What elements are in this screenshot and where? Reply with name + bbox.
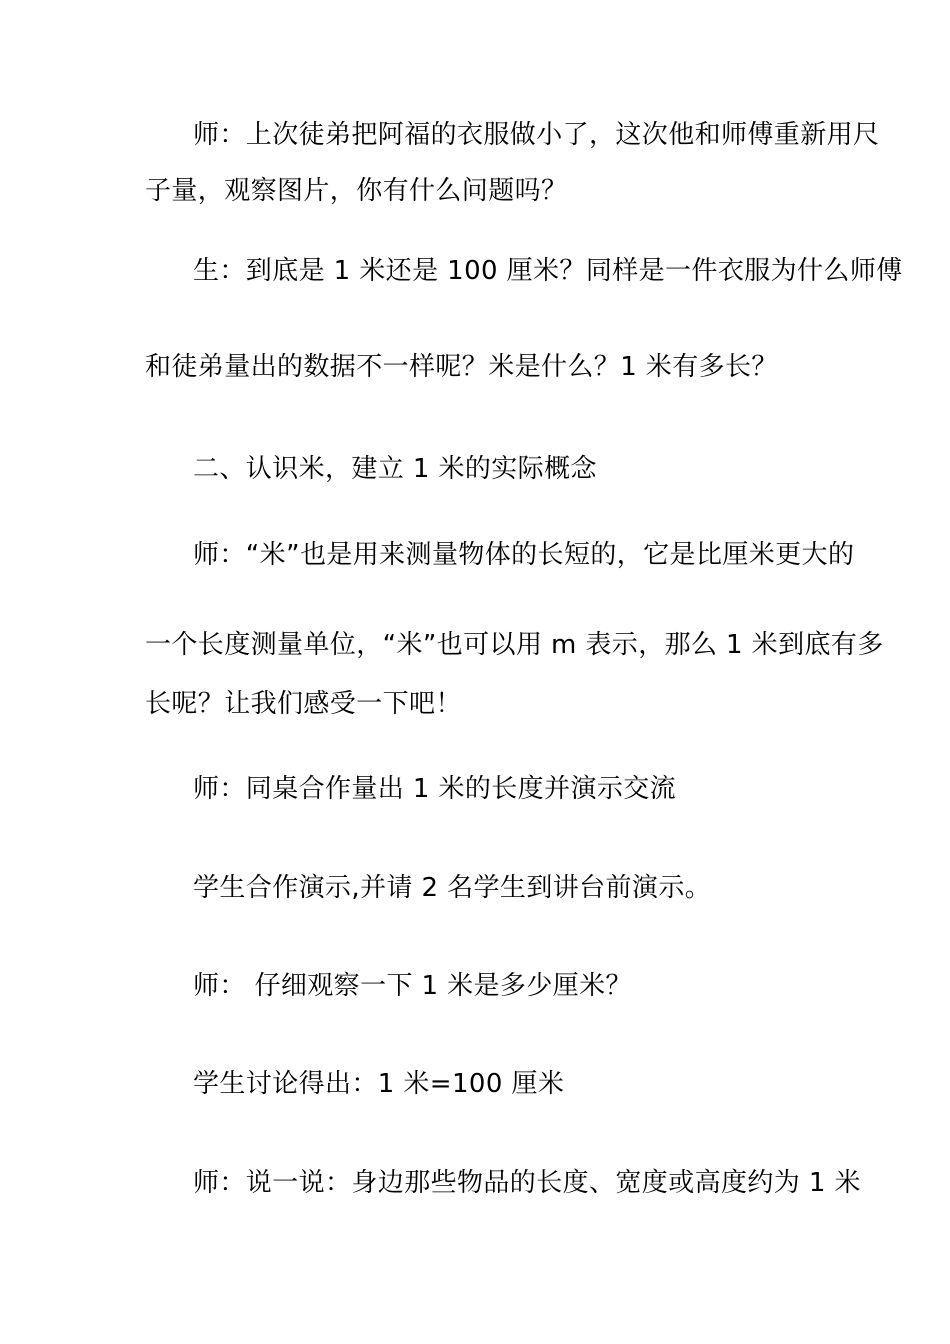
paragraph-line: 学生合作演示,并请 2 名学生到讲台前演示。	[193, 873, 712, 903]
paragraph-line: 和徒弟量出的数据不一样呢？米是什么？1 米有多长？	[145, 352, 778, 382]
paragraph-line: 师：说一说：身边那些物品的长度、宽度或高度约为 1 米	[193, 1168, 861, 1198]
paragraph-line: 长呢？让我们感受一下吧！	[145, 689, 462, 719]
paragraph-line: 生：到底是 1 米还是 100 厘米？同样是一件衣服为什么师傅	[193, 256, 903, 286]
paragraph-line: 学生讨论得出：1 米=100 厘米	[193, 1069, 565, 1099]
paragraph-line: 子量，观察图片，你有什么问题吗？	[145, 176, 568, 206]
paragraph-line: 一个长度测量单位，“米”也可以用 m 表示，那么 1 米到底有多	[145, 630, 884, 660]
paragraph-line: 师： 仔细观察一下 1 米是多少厘米？	[193, 971, 632, 1001]
paragraph-line: 师：上次徒弟把阿福的衣服做小了，这次他和师傅重新用尺	[193, 120, 880, 150]
paragraph-line: 师：“米”也是用来测量物体的长短的，它是比厘米更大的	[193, 540, 855, 570]
section-heading: 二、认识米，建立 1 米的实际概念	[193, 454, 597, 484]
paragraph-line: 师：同桌合作量出 1 米的长度并演示交流	[193, 774, 677, 804]
